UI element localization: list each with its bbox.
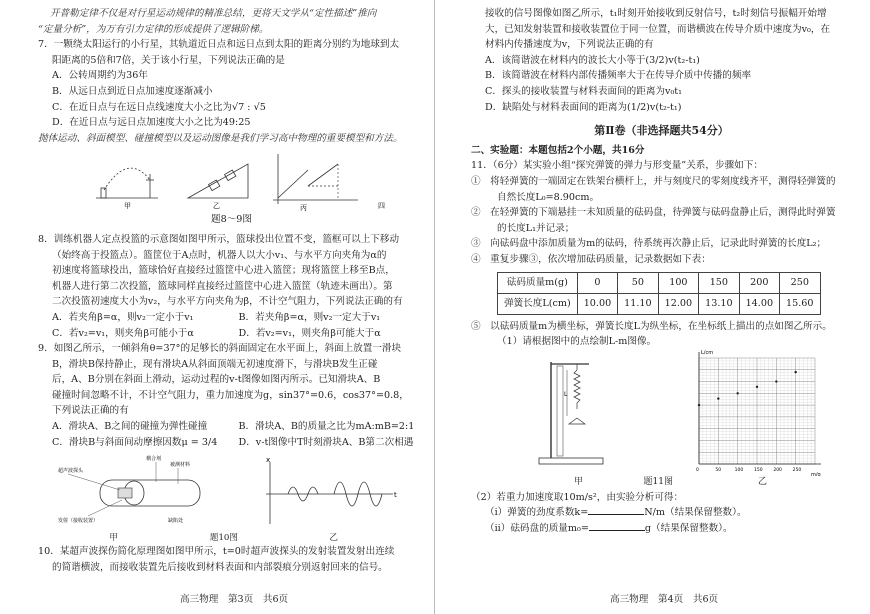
fig11-jia-label: 甲 [573, 476, 583, 487]
table-cell: 200 [739, 272, 779, 293]
table-row-label: 弹簧长度L(cm) [498, 293, 578, 314]
q8-stem-1: 8．训练机器人定点投篮的示意图如图甲所示，篮球投出位置不变，篮框可以上下移动 [38, 233, 400, 245]
q9-option-b: B．滑块A、B的质量之比为mA:mB=2:1 [238, 421, 415, 433]
q9-options-row-1 [38, 419, 425, 435]
q11-step-1-cont: 自然长度L₀=8.90cm。 [497, 191, 600, 203]
fig10-yi-signal [266, 456, 397, 524]
table-cell: 10.00 [577, 293, 617, 314]
fig10-axis-y: x [266, 456, 271, 465]
fig11-jia-apparatus [539, 362, 603, 464]
fig10-transceiver-label: 发射（接收装置） [58, 518, 99, 525]
right-page [435, 0, 870, 614]
q10-option-b: B．该简谐波在材料内部传播频率大于在传导介质中传播的频率 [485, 70, 752, 82]
table-cell: 11.10 [618, 293, 658, 314]
figure-10-svg [38, 454, 425, 532]
q8-stem-3: 初速度将篮球投出，篮球恰好直接经过篮筐中心进入篮筐；现将篮筐上移至B点， [52, 265, 395, 277]
q7-option-a: A．公转周期约为36年 [52, 70, 148, 82]
q11-step-1: ① 将轻弹簧的一端固定在铁架台横杆上，并与刻度尺的零刻度线齐平，测得轻弹簧的 [471, 175, 836, 187]
table-cell: 0 [577, 272, 617, 293]
q10-option-a: A．该简谐波在材料内的波长大小等于(3/2)v(t₂-t₁) [485, 54, 700, 66]
answer-blank-k[interactable] [588, 505, 644, 515]
q9-option-d: D．v-t图像中T时刻滑块A、B第二次相遇 [238, 436, 414, 448]
data-point [756, 385, 758, 387]
q7-option-d: D．在近日点与远日点加速度大小之比为49:25 [52, 117, 251, 129]
q11-step-3: ③ 向砝码盘中添加质量为m的砝码，待系统再次静止后，记录此时弹簧的长度L₂； [471, 238, 827, 250]
fig-si-label: 四 [378, 202, 385, 211]
q9-options-row-2 [38, 435, 425, 451]
q9-stem-5: 下列说法正确的有 [52, 405, 129, 417]
table-cell: 150 [699, 272, 739, 293]
figure-11-svg [471, 350, 852, 476]
q11-sub-2-i-suffix: N/m（结果保留整数）。 [644, 507, 747, 519]
q8-stem-2: （始终高于投篮点）。篮筐位于A点时，机器人以大小v₁、与水平方向夹角为α的 [52, 249, 387, 261]
data-point [717, 397, 719, 399]
fig-yi-incline [188, 164, 248, 210]
fig-bing-vt-graph [273, 154, 358, 212]
fig10-axis-x: t [394, 491, 397, 500]
table-cell: 50 [618, 272, 658, 293]
x-tick-label: 0 [696, 467, 699, 473]
q11-sub-2: （2）若重力加速度取10m/s²，由实验分析可得： [471, 491, 684, 503]
fig10-couplant-label: 耦合剂 [146, 456, 162, 463]
q9-option-a: A．滑块A、B之间的碰撞为弹性碰撞 [52, 421, 208, 433]
q11-step-5: ⑤ 以砝码质量m为横坐标，弹簧长度L为纵坐标，在坐标纸上描出的点如图乙所示。 [471, 320, 832, 332]
q8-option-d: D．若v₂=v₁，则夹角β可能大于α [238, 327, 381, 339]
table-row [498, 272, 821, 293]
q9-stem-1: 9．如图乙所示，一倾斜角θ=37°的足够长的斜面固定在水平面上，斜面上放置一滑块 [38, 343, 402, 355]
q10-cont-3: 材料内传播速度为v，下列说法正确的有 [485, 39, 654, 51]
q10-stem-2: 的简谐横波，而接收装置先后接收到材料表面和内部裂痕分别返射回来的信号。 [52, 561, 388, 573]
x-tick-label: 50 [715, 467, 722, 473]
x-tick-label: 100 [734, 467, 744, 473]
q11-sub-2-i [471, 505, 852, 521]
part-2-heading: 二、实验题：本题包括2个小题，共16分 [471, 144, 645, 156]
q8-option-c: C．若v₂=v₁，则夹角β可能小于α [52, 327, 194, 339]
fig-bing-label: 丙 [300, 204, 307, 213]
fig10-probe-label: 超声波探头 [58, 468, 84, 475]
fig11-labels-row [471, 476, 852, 488]
x-tick-label: 200 [773, 467, 782, 473]
data-point [794, 371, 796, 373]
table-row [498, 293, 821, 314]
q8-stem-4: 机器人进行第二次投篮，篮球同样直接经过篮筐中心进入篮筐（轨迹未画出）。第 [52, 280, 393, 292]
table-cell: 100 [658, 272, 698, 293]
fig10-material-label: 被测材料 [170, 462, 191, 469]
table-cell: 13.10 [699, 293, 739, 314]
table-row-label: 砝码质量m(g) [498, 272, 578, 293]
q7-stem-2: 阳距离的5倍和7倍，关于该小行星，下列说法正确的是 [52, 54, 285, 66]
data-table [497, 272, 821, 315]
model-note: 抛体运动、斜面模型、碰撞模型以及运动图像是我们学习高中物理的重要模型和方法。 [38, 132, 403, 144]
q10-option-c: C．探头的接收装置与材料表面间的距离为v₀t₁ [485, 85, 682, 97]
table-cell: 250 [780, 272, 820, 293]
q11-step-2: ② 在轻弹簧的下端悬挂一未知质量的砝码盘，待弹簧与砝码盘静止后，测得此时弹簧 [471, 207, 836, 219]
x-tick-label: 250 [792, 467, 802, 473]
y-axis-label: L/cm [701, 349, 714, 356]
q11-step-4: ④ 重复步骤③，依次增加砝码质量，记录数据如下表： [471, 253, 711, 265]
q7-stem-1: 7．一颗绕太阳运行的小行星，其轨道近日点和远日点到太阳的距离分别约为地球到太 [38, 39, 400, 51]
fig11-yi-label: 乙 [757, 476, 767, 487]
fig10-defect-label: 缺陷处 [168, 518, 184, 525]
fig10-jia-apparatus [58, 455, 200, 524]
fig-jia-projectile [96, 168, 158, 210]
q8-stem-5: 二次投篮初速度大小为v₂，与水平方向夹角为β，不计空气阻力，下列说法正确的有 [52, 296, 403, 308]
figure-8-9-svg [38, 150, 425, 212]
fig10-jia-label: 甲 [109, 533, 118, 544]
fig11-yi-chart [696, 350, 821, 476]
q7-option-c: C．在近日点与在远日点线速度大小之比为√7 : √5 [52, 101, 266, 113]
fig-8-9-caption: 题8～9图 [211, 214, 252, 226]
q11-sub-2-ii-prefix: （ii）砝码盘的质量m₀= [485, 522, 589, 534]
q10-cont-2: 大，已知发射装置和接收装置位于同一位置，而谐横波在传导介质中速度为v₀，在 [485, 23, 831, 35]
data-point [736, 392, 738, 394]
svg-text:L: L [564, 390, 568, 398]
data-point [775, 380, 777, 382]
q11-sub-2-ii [471, 521, 852, 537]
x-tick-label: 150 [754, 467, 763, 473]
q8-option-b: B．若夹角β=α，则v₂一定大于v₁ [238, 311, 381, 323]
q9-stem-4: 碰撞时间忽略不计，不计空气阻力，重力加速度为g，sin37°=0.6，cos37°=0.8， [52, 389, 409, 401]
q9-stem-2: B，滑块B保持静止，现有滑块A从斜面顶端无初速度滑下，与滑块B发生正碰 [52, 358, 378, 370]
intro-line-1: 开普勒定律不仅是对行星运动规律的精准总结，更将天文学从“定性描述”推向 [50, 8, 377, 19]
answer-blank-m0[interactable] [589, 521, 645, 531]
q7-option-b: B．从远日点到近日点加速度逐渐减小 [52, 85, 213, 97]
q11-sub-1: （1）请根据图中的点绘制L-m图像。 [497, 336, 657, 348]
q10-stem-1: 10．某超声波探伤简化原理图如图甲所示，t=0时超声波探头的发射装置发射出连续 [38, 546, 395, 558]
section-title: 第Ⅱ卷（非选择题共54分） [594, 124, 729, 138]
fig11-caption: 题11图 [643, 476, 673, 487]
figure-11 [471, 350, 852, 476]
q8-option-a: A．若夹角β=α，则v₂一定小于v₁ [52, 311, 194, 323]
data-point [698, 404, 700, 406]
right-footer: 高三物理 第4页 共6页 [610, 594, 719, 606]
q11-sub-2-ii-suffix: g（结果保留整数）。 [644, 522, 733, 534]
intro-line-2: “定量分析”，为万有引力定律的形成提供了逻辑阶梯。 [38, 23, 269, 35]
q10-cont-1: 接收的信号图像如图乙所示，t₁时刻开始接收到反射信号，t₂时刻信号振幅开始增 [485, 8, 827, 19]
table-cell: 12.00 [658, 293, 698, 314]
fig-jia-label: 甲 [124, 202, 131, 211]
q8-options-row-2 [38, 326, 425, 342]
q9-stem-3: 后，A、B分别在斜面上滑动，运动过程的v-t图像如图丙所示。已知滑块A、B [52, 374, 381, 386]
q11-sub-2-i-prefix: （i）弹簧的劲度系数k= [485, 507, 589, 519]
q11-stem: 11．（6分）某实验小组“探究弹簧的弹力与形变量”关系，步骤如下： [471, 160, 763, 172]
q8-options-row-1 [38, 310, 425, 326]
fig10-labels-row [38, 532, 425, 544]
figure-10 [38, 454, 425, 532]
q10-option-d: D．缺陷处与材料表面间的距离为(1/2)v(t₂-t₁) [485, 101, 682, 113]
fig-yi-label: 乙 [213, 202, 220, 211]
x-axis-label: m/g [811, 471, 821, 476]
table-cell: 14.00 [739, 293, 779, 314]
fig10-caption: 题10图 [209, 533, 238, 544]
q11-step-2-cont: 的长度L₁并记录； [497, 222, 575, 234]
left-footer: 高三物理 第3页 共6页 [180, 594, 289, 606]
fig10-yi-label: 乙 [329, 533, 338, 544]
table-cell: 15.60 [780, 293, 820, 314]
q9-option-c: C．滑块B与斜面间动摩擦因数μ = 3/4 [52, 436, 218, 448]
figures-8-9 [38, 150, 425, 212]
